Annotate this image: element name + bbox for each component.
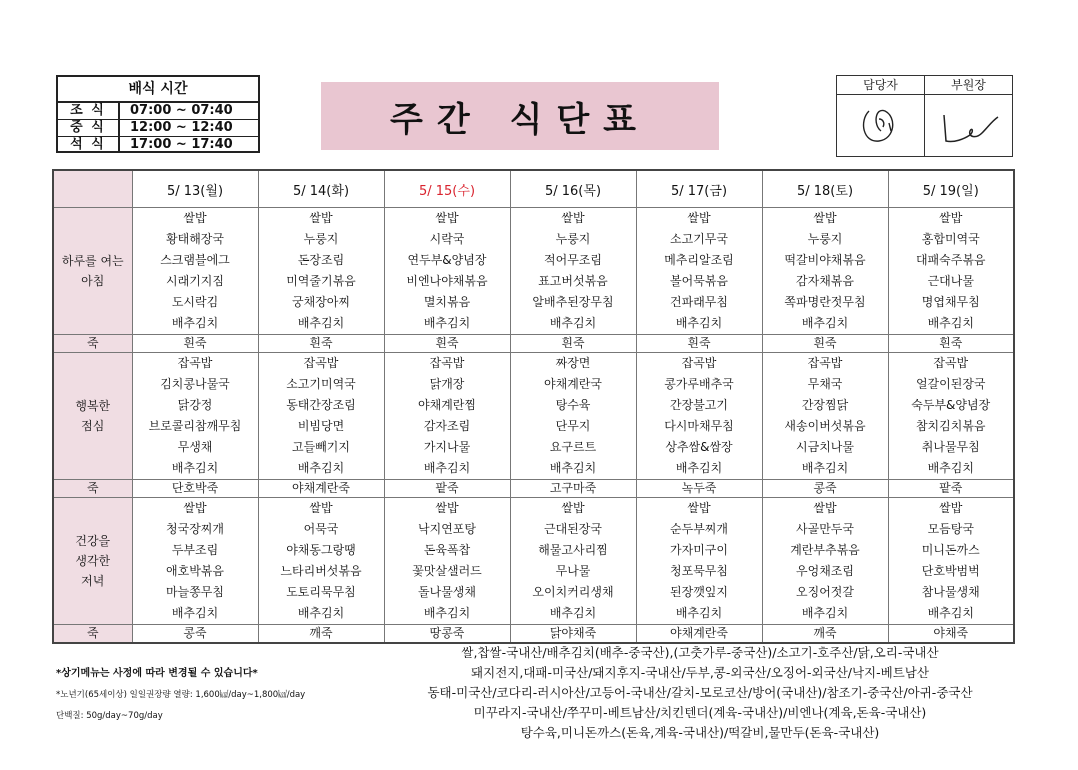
approval-manager-label: 담당자 [837, 76, 924, 95]
menu-item: 쌀밥 [309, 211, 333, 225]
menu-item: 낙지연포탕 [418, 522, 476, 536]
menu-item: 마늘쫑무침 [166, 585, 224, 599]
menu-item: 시금치나물 [796, 440, 854, 454]
menu-item: 해물고사리찜 [538, 543, 608, 557]
meal-time-row-dinner [58, 137, 258, 153]
juk-item: 고구마죽 [510, 480, 636, 498]
dinner-row [53, 498, 1014, 625]
juk-item: 야채죽 [888, 625, 1014, 644]
menu-item: 단호박범벅 [921, 564, 980, 578]
row-label-line: 행복한 [75, 399, 111, 413]
weekly-menu-table [52, 169, 1015, 644]
menu-item: 동태간장조림 [286, 398, 356, 412]
day-header-row [53, 170, 1014, 208]
menu-cell [132, 353, 258, 480]
menu-cell [384, 353, 510, 480]
menu-item: 시락국 [429, 232, 465, 246]
menu-item: 오이치커리생채 [532, 585, 614, 599]
manager-signature [837, 95, 924, 156]
menu-item: 잡곡밥 [303, 356, 339, 370]
menu-item: 감자채볶음 [796, 274, 854, 288]
menu-item: 무채국 [807, 377, 843, 391]
menu-item: 새송이버섯볶음 [784, 419, 866, 433]
menu-item: 잡곡밥 [429, 356, 465, 370]
approval-manager [837, 76, 924, 156]
menu-item: 모듬탕국 [927, 522, 974, 536]
juk-item: 흰죽 [258, 335, 384, 353]
row-label-line: 건강을 [75, 534, 111, 548]
director-signature [925, 95, 1012, 156]
row-label-line: 저녁 [81, 574, 105, 588]
menu-item: 느타리버섯볶음 [280, 564, 362, 578]
juk-label: 죽 [53, 480, 132, 498]
menu-cell [258, 498, 384, 625]
origin-line: 쌀,찹쌀-국내산/배추김치(배추-중국산),(고춧가루-중국산)/소고기-호주산/닭,오리-국내산 [461, 645, 939, 660]
menu-item: 무나물 [555, 564, 591, 578]
menu-item: 배추김치 [675, 461, 723, 475]
menu-item: 떡갈비야채볶음 [784, 253, 866, 267]
menu-item: 배추김치 [423, 461, 471, 475]
menu-item: 배추김치 [297, 461, 345, 475]
menu-item: 건파래무침 [670, 295, 728, 309]
menu-item: 야채동그랑땡 [286, 543, 356, 557]
menu-item: 근대나물 [927, 274, 974, 288]
lunch-label [53, 353, 132, 480]
day-header: 5/ 18(토) [762, 170, 888, 208]
menu-cell [888, 498, 1014, 625]
menu-item: 쪽파명란젓무침 [784, 295, 866, 309]
menu-item: 가자미구이 [670, 543, 728, 557]
menu-item: 배추김치 [801, 606, 849, 620]
signature-mark [851, 101, 911, 151]
menu-item: 야채계란국 [544, 377, 602, 391]
menu-item: 쌀밥 [813, 501, 837, 515]
menu-item: 청포묵무침 [670, 564, 728, 578]
menu-item: 고들빼기지 [292, 440, 350, 454]
menu-item: 비엔나야채볶음 [406, 274, 488, 288]
menu-item: 배추김치 [801, 461, 849, 475]
juk-item: 땅콩죽 [384, 625, 510, 644]
menu-item: 배추김치 [171, 316, 219, 330]
menu-item: 단무지 [555, 419, 591, 433]
meal-time-row-breakfast [58, 103, 258, 120]
menu-item: 계란부추볶음 [790, 543, 860, 557]
title-banner [321, 82, 719, 150]
menu-item: 돈장조림 [297, 253, 345, 267]
menu-cell [258, 208, 384, 335]
menu-item: 배추김치 [423, 316, 471, 330]
menu-item: 야채계란찜 [418, 398, 476, 412]
meal-time-value: 12:00 ~ 12:40 [130, 120, 233, 135]
menu-cell [258, 353, 384, 480]
day-header: 5/ 13(월) [132, 170, 258, 208]
menu-item: 오징어젓갈 [796, 585, 854, 599]
change-notice: *상기메뉴는 사정에 따라 변경될 수 있습니다* [56, 668, 258, 679]
menu-item: 스크램블에그 [160, 253, 230, 267]
menu-item: 배추김치 [171, 606, 219, 620]
menu-item: 배추김치 [549, 461, 597, 475]
menu-item: 배추김치 [675, 316, 723, 330]
menu-item: 궁채장아찌 [292, 295, 350, 309]
menu-item: 잡곡밥 [177, 356, 213, 370]
dinner-juk-row [53, 625, 1014, 644]
menu-cell [384, 498, 510, 625]
menu-cell [762, 498, 888, 625]
origin-info [380, 643, 1020, 743]
menu-item: 닭강정 [177, 398, 213, 412]
menu-item: 소고기미역국 [286, 377, 356, 391]
signature-mark [934, 101, 1004, 151]
dinner-label [53, 498, 132, 625]
menu-item: 쌀밥 [813, 211, 837, 225]
lunch-juk-row [53, 480, 1014, 498]
menu-item: 볼어묵볶음 [670, 274, 728, 288]
menu-item: 누룽지 [807, 232, 843, 246]
menu-item: 얼갈이된장국 [915, 377, 986, 391]
menu-item: 누룽지 [555, 232, 591, 246]
menu-item: 닭개장 [429, 377, 465, 391]
day-header-highlight: 5/ 15(수) [384, 170, 510, 208]
menu-item: 두부조림 [171, 543, 219, 557]
menu-item: 배추김치 [675, 606, 723, 620]
menu-item: 배추김치 [927, 606, 974, 620]
menu-item: 쌀밥 [435, 501, 459, 515]
menu-item: 어묵국 [303, 522, 339, 536]
lunch-row [53, 353, 1014, 480]
menu-cell [762, 353, 888, 480]
juk-item: 닭야채죽 [510, 625, 636, 644]
menu-item: 가지나물 [423, 440, 471, 454]
menu-item: 배추김치 [423, 606, 471, 620]
juk-item: 흰죽 [132, 335, 258, 353]
breakfast-row [53, 208, 1014, 335]
menu-item: 돌나물생채 [418, 585, 476, 599]
menu-item: 잡곡밥 [807, 356, 843, 370]
menu-item: 쌀밥 [939, 501, 963, 515]
approval-director [924, 76, 1012, 156]
menu-item: 쌀밥 [939, 211, 963, 225]
menu-cell [384, 208, 510, 335]
breakfast-label [53, 208, 132, 335]
menu-item: 배추김치 [549, 606, 597, 620]
meal-time-label: 중 식 [58, 120, 120, 136]
approval-box [836, 75, 1013, 157]
menu-cell [510, 498, 636, 625]
day-header: 5/ 17(금) [636, 170, 762, 208]
menu-item: 짜장면 [555, 356, 591, 370]
menu-item: 참치김치볶음 [915, 419, 986, 433]
juk-item: 흰죽 [510, 335, 636, 353]
menu-item: 꽃맛살샐러드 [412, 564, 482, 578]
menu-cell [636, 353, 762, 480]
menu-item: 황태해장국 [166, 232, 224, 246]
juk-item: 야채계란죽 [258, 480, 384, 498]
juk-item: 팥죽 [888, 480, 1014, 498]
menu-cell [888, 353, 1014, 480]
day-header: 5/ 19(일) [888, 170, 1014, 208]
menu-item: 상추쌈&쌈장 [665, 440, 733, 454]
juk-item: 깨죽 [258, 625, 384, 644]
origin-line: 미꾸라지-국내산/쭈꾸미-베트남산/치킨텐더(계육-국내산)/비엔나(계육,돈육-국내산) [473, 705, 927, 720]
menu-item: 애호박볶음 [166, 564, 224, 578]
menu-item: 다시마채무침 [664, 419, 734, 433]
menu-item: 쌀밥 [687, 211, 711, 225]
menu-item: 도시락김 [171, 295, 219, 309]
page-title: 주간 식단표 [389, 99, 651, 140]
menu-item: 숙두부&양념장 [911, 398, 991, 412]
juk-item: 흰죽 [636, 335, 762, 353]
menu-item: 배추김치 [297, 606, 345, 620]
menu-item: 무생채 [177, 440, 213, 454]
menu-item: 시래기지짐 [166, 274, 224, 288]
menu-item: 쌀밥 [309, 501, 333, 515]
meal-time-label: 석 식 [58, 137, 120, 153]
meal-time-title: 배식 시간 [58, 77, 258, 103]
menu-item: 쌀밥 [687, 501, 711, 515]
row-label-line: 아침 [81, 274, 105, 288]
menu-item: 미니돈까스 [921, 543, 980, 557]
menu-item: 메추리알조림 [664, 253, 734, 267]
breakfast-juk-row [53, 335, 1014, 353]
juk-item: 야채계란죽 [636, 625, 762, 644]
menu-item: 미역줄기볶음 [286, 274, 356, 288]
meal-time-value: 07:00 ~ 07:40 [130, 103, 233, 118]
menu-item: 쌀밥 [435, 211, 459, 225]
juk-item: 흰죽 [888, 335, 1014, 353]
menu-item: 도토리묵무침 [286, 585, 356, 599]
menu-cell [762, 208, 888, 335]
menu-cell [636, 208, 762, 335]
menu-item: 표고버섯볶음 [538, 274, 608, 288]
menu-item: 요구르트 [549, 440, 597, 454]
juk-item: 팥죽 [384, 480, 510, 498]
menu-item: 배추김치 [549, 316, 597, 330]
menu-item: 브로콜리참깨무침 [148, 419, 242, 433]
menu-cell [132, 498, 258, 625]
menu-item: 홍합미역국 [921, 232, 980, 246]
day-header: 5/ 14(화) [258, 170, 384, 208]
menu-item: 적어무조림 [544, 253, 602, 267]
menu-item: 참나물생채 [921, 585, 980, 599]
menu-item: 배추김치 [171, 461, 219, 475]
menu-item: 사골만두국 [796, 522, 854, 536]
menu-cell [888, 208, 1014, 335]
juk-item: 콩죽 [762, 480, 888, 498]
menu-cell [510, 353, 636, 480]
juk-label: 죽 [53, 335, 132, 353]
header-corner [53, 170, 132, 208]
menu-item: 누룽지 [303, 232, 339, 246]
menu-item: 배추김치 [801, 316, 849, 330]
menu-item: 대패숙주볶음 [915, 253, 986, 267]
day-header: 5/ 16(목) [510, 170, 636, 208]
menu-item: 콩가루배추국 [664, 377, 734, 391]
juk-item: 단호박죽 [132, 480, 258, 498]
row-label-line: 하루를 여는 [61, 254, 124, 268]
juk-item: 녹두죽 [636, 480, 762, 498]
menu-item: 연두부&양념장 [407, 253, 487, 267]
menu-item: 간장불고기 [670, 398, 728, 412]
menu-cell [636, 498, 762, 625]
menu-cell [510, 208, 636, 335]
row-label-line: 점심 [81, 419, 105, 433]
origin-line: 탕수육,미니돈까스(돈육,계육-국내산)/떡갈비,물만두(돈육-국내산) [520, 725, 880, 740]
menu-item: 김치콩나물국 [160, 377, 230, 391]
menu-item: 취나물무침 [921, 440, 980, 454]
menu-item: 우엉채조림 [796, 564, 854, 578]
approval-director-label: 부원장 [925, 76, 1012, 95]
menu-item: 순두부찌개 [670, 522, 728, 536]
menu-item: 탕수육 [555, 398, 591, 412]
meal-time-value: 17:00 ~ 17:40 [130, 137, 233, 152]
meal-time-box [56, 75, 260, 153]
menu-item: 알배추된장무침 [532, 295, 614, 309]
menu-item: 쌀밥 [183, 211, 207, 225]
menu-cell [132, 208, 258, 335]
menu-item: 배추김치 [927, 316, 974, 330]
menu-item: 쌀밥 [561, 211, 585, 225]
juk-label: 죽 [53, 625, 132, 644]
menu-item: 쌀밥 [561, 501, 585, 515]
menu-item: 감자조림 [423, 419, 471, 433]
origin-line: 동태-미국산/코다리-러시아산/고등어-국내산/갈치-모로코산/방어(국내산)/참조기-중국산/아귀-중국산 [427, 685, 973, 700]
menu-item: 된장깻잎지 [670, 585, 728, 599]
menu-item: 쌀밥 [183, 501, 207, 515]
menu-item: 잡곡밥 [933, 356, 969, 370]
menu-item: 배추김치 [297, 316, 345, 330]
meal-time-row-lunch [58, 120, 258, 137]
menu-item: 잡곡밥 [681, 356, 717, 370]
menu-item: 명엽채무침 [921, 295, 980, 309]
menu-item: 간장찜닭 [801, 398, 849, 412]
menu-item: 근대된장국 [544, 522, 602, 536]
juk-item: 흰죽 [762, 335, 888, 353]
menu-item: 멸치볶음 [423, 295, 471, 309]
protein-note: 단백질: 50g/day~70g/day [56, 711, 163, 721]
origin-line: 돼지전지,대패-미국산/돼지후지-국내산/두부,콩-외국산/오징어-외국산/낙지-베트남산 [471, 665, 929, 680]
juk-item: 콩죽 [132, 625, 258, 644]
menu-item: 비빔당면 [297, 419, 345, 433]
menu-item: 돈육폭찹 [423, 543, 471, 557]
row-label-line: 생각한 [75, 554, 111, 568]
menu-item: 청국장찌개 [166, 522, 224, 536]
juk-item: 흰죽 [384, 335, 510, 353]
meal-time-label: 조 식 [58, 103, 120, 119]
menu-item: 소고기무국 [670, 232, 728, 246]
juk-item: 깨죽 [762, 625, 888, 644]
menu-item: 배추김치 [927, 461, 974, 475]
calorie-note: *노년기(65세이상) 일일권장량 열량: 1,600㎉/day~1,800㎉/day [56, 690, 306, 700]
